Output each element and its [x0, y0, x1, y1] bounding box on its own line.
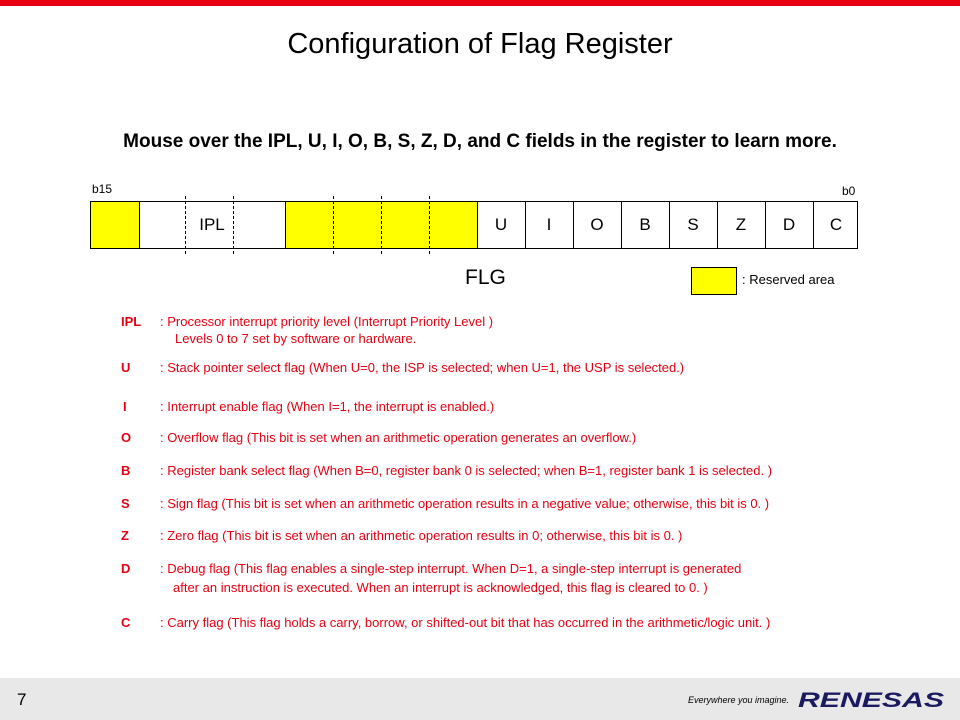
field-i[interactable]: I — [546, 215, 552, 234]
definition-key: IPL — [121, 314, 142, 329]
register-name: FLG — [465, 266, 506, 289]
bit-divider-dashed — [233, 196, 234, 254]
field-d[interactable]: D — [782, 215, 796, 234]
definition-key: U — [121, 360, 131, 375]
cell-divider — [285, 202, 286, 248]
reserved-bit-4 — [429, 202, 477, 248]
definition-text: : Interrupt enable flag (When I=1, the interrupt is enabled.) — [160, 399, 495, 414]
definition-text-continued: after an instruction is executed. When an interrupt is acknowledged, this flag is cleared to 0. ) — [173, 580, 708, 595]
field-z[interactable]: Z — [735, 215, 747, 234]
definition-key: B — [121, 463, 131, 478]
msb-bit-label: b15 — [92, 182, 113, 196]
company-slogan: Everywhere you imagine. — [688, 695, 790, 705]
logo-text: RENESAS — [798, 689, 944, 712]
field-ipl[interactable]: IPL — [199, 215, 225, 234]
definition-text: : Overflow flag (This bit is set when an arithmetic operation generates an overflow.) — [160, 430, 637, 445]
definition-text: : Register bank select flag (When B=0, register bank 0 is selected; when B=1, register bank 1 is selected. ) — [160, 463, 773, 478]
definition-text: : Zero flag (This bit is set when an arithmetic operation results in 0; otherwise, this bit is 0. ) — [160, 528, 683, 543]
flag-register — [90, 201, 858, 249]
footer-bar — [0, 678, 960, 720]
top-accent-bar — [0, 0, 960, 6]
reserved-bit-5 — [381, 202, 429, 248]
reserved-bit-7 — [285, 202, 333, 248]
cell-divider — [525, 202, 526, 248]
definition-text: : Debug flag (This flag enables a single-step interrupt. When D=1, a single-step interrupt is generated — [160, 561, 742, 576]
definition-key: D — [121, 561, 131, 576]
definition-text: : Sign flag (This bit is set when an arithmetic operation results in a negative value; otherwise, this bit is 0. ) — [160, 496, 770, 511]
bit-divider-dashed — [333, 196, 334, 254]
definition-key: C — [121, 615, 131, 630]
cell-divider — [669, 202, 670, 248]
definition-key: I — [123, 399, 127, 414]
definition-key: Z — [121, 528, 129, 543]
page-title: Configuration of Flag Register — [287, 28, 673, 60]
cell-divider — [717, 202, 718, 248]
definition-text: : Carry flag (This flag holds a carry, borrow, or shifted-out bit that has occurred in the arithmetic/logic unit. ) — [160, 615, 771, 630]
definition-text: : Processor interrupt priority level (Interrupt Priority Level ) — [160, 314, 494, 329]
field-s[interactable]: S — [687, 215, 699, 234]
bit-divider-dashed — [185, 196, 186, 254]
cell-divider — [765, 202, 766, 248]
instruction-text: Mouse over the IPL, U, I, O, B, S, Z, D, and C fields in the register to learn more. — [123, 131, 837, 152]
cell-divider — [813, 202, 814, 248]
cell-divider — [477, 202, 478, 248]
bit-divider-dashed — [429, 196, 430, 254]
field-b[interactable]: B — [639, 215, 651, 234]
field-u[interactable]: U — [494, 215, 508, 234]
reserved-legend-label: : Reserved area — [742, 272, 835, 287]
definition-key: S — [121, 496, 130, 511]
lsb-bit-label: b0 — [842, 184, 856, 198]
definition-text-continued: Levels 0 to 7 set by software or hardware. — [175, 331, 417, 346]
definition-text: : Stack pointer select flag (When U=0, the ISP is selected; when U=1, the USP is selected.) — [160, 360, 685, 375]
reserved-legend-swatch — [691, 267, 737, 295]
reserved-bit-15 — [91, 202, 139, 248]
reserved-bit-6 — [333, 202, 381, 248]
cell-divider — [139, 202, 140, 248]
definition-key: O — [121, 430, 132, 445]
field-o[interactable]: O — [590, 215, 604, 234]
renesas-logo-icon — [796, 687, 948, 713]
cell-divider — [573, 202, 574, 248]
page-number: 7 — [17, 690, 27, 709]
field-c[interactable]: C — [829, 215, 843, 234]
cell-divider — [621, 202, 622, 248]
bit-divider-dashed — [381, 196, 382, 254]
